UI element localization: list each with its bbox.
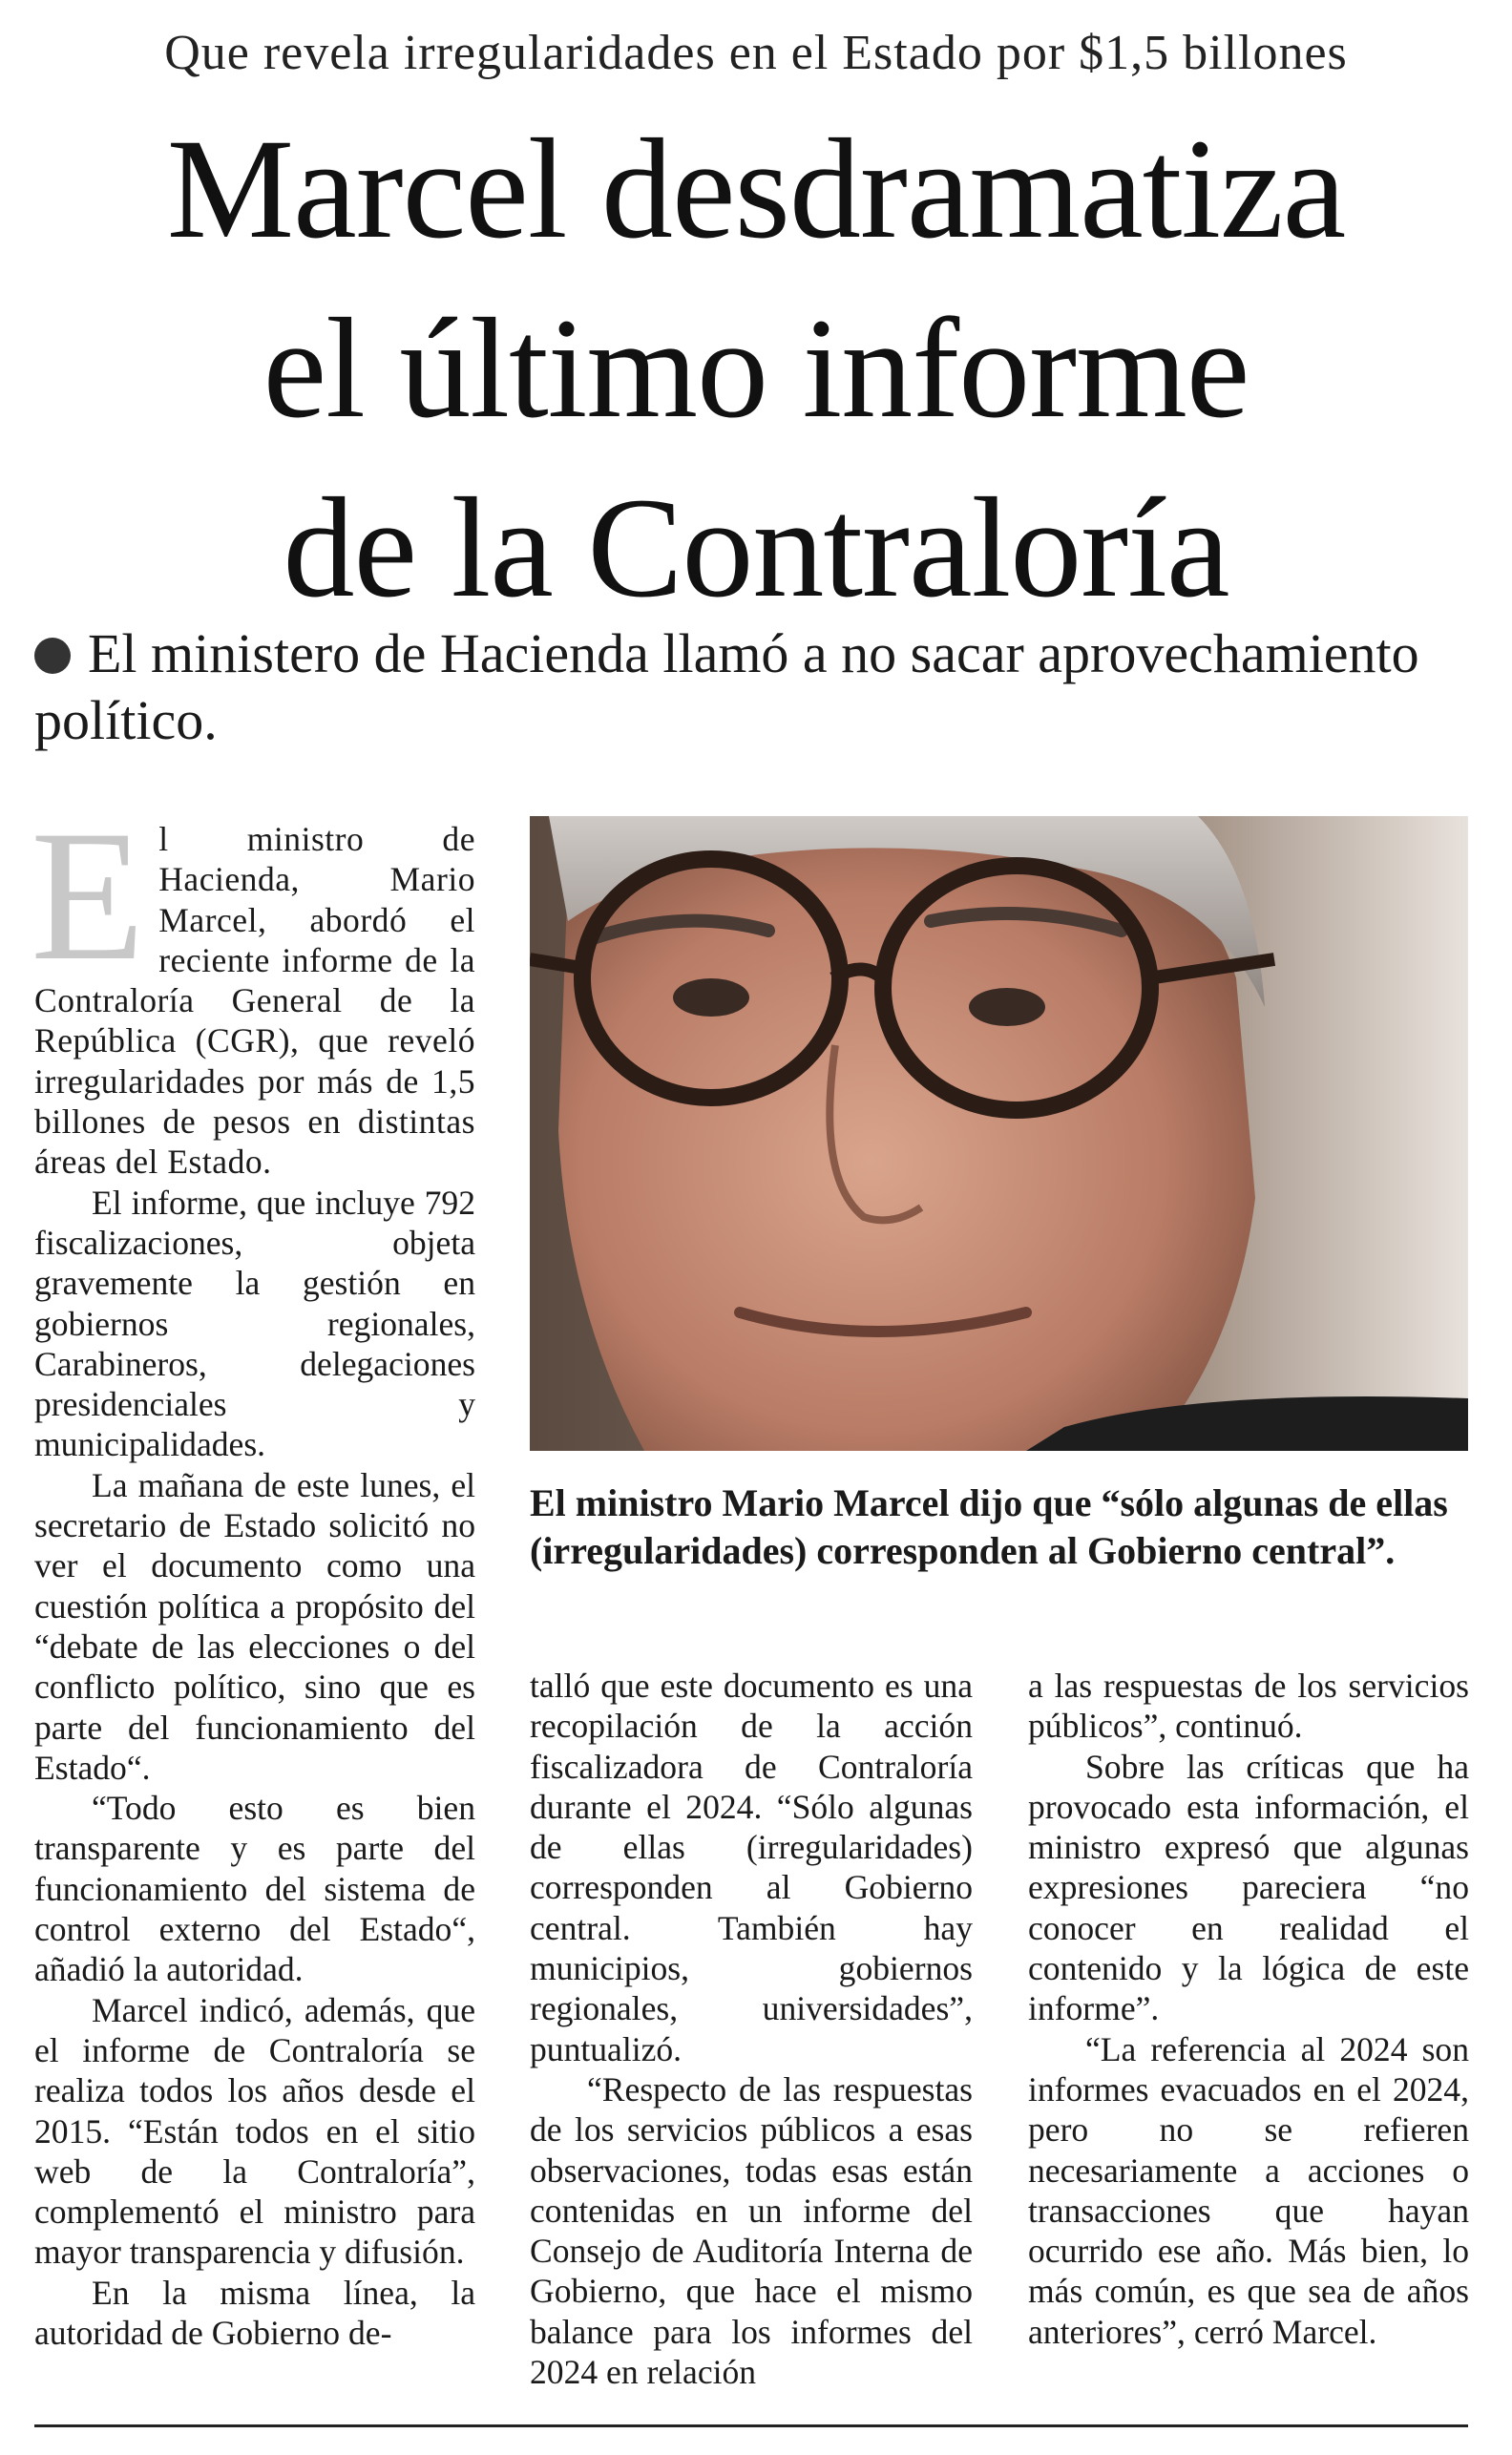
article-paragraph: La mañana de este lunes, el secretario de Estado solicitó no ver el documento como una cuestión política a propósito del “debate de las elecciones o del conflicto político, sino que es parte del funcionamiento del Estado“. (34, 1465, 475, 1787)
photo-caption: El ministro Mario Marcel dijo que “sólo algunas de ellas (irregularidades) corresponden al Gobierno central”. (530, 1481, 1448, 1572)
bullet-icon (34, 638, 71, 674)
bottom-divider (34, 2424, 1468, 2427)
article-paragraph: En la misma línea, la autoridad de Gobierno de- (34, 2273, 475, 2352)
article-paragraph: Sobre las críticas que ha provocado esta información, el ministro expresó que algunas expresiones pareciera “no conocer en realidad el contenido y la lógica de este informe”. (1028, 1747, 1469, 2028)
article-paragraph: “La referencia al 2024 son informes evacuados en el 2024, pero no se refieren necesariamente a acciones o transacciones que hayan ocurrido ese año. Más bien, lo más común, es que sea de años anteriores”, cerró Marcel. (1028, 2029, 1469, 2351)
headline (0, 99, 1512, 638)
portrait-photo (530, 816, 1468, 1451)
article-paragraph: El informe, que incluye 792 fiscalizaciones, objeta gravemente la gestión en gobiernos regionales, Carabineros, delegaciones presidenciales y municipalidades. (34, 1183, 475, 1464)
article-column-3 (1028, 1666, 1469, 2352)
article-paragraph (31, 792, 475, 1183)
article-paragraph: a las respuestas de los servicios públicos”, continuó. (1028, 1667, 1469, 1746)
drop-cap: E (31, 792, 146, 999)
headline-line-2: el último informe (262, 289, 1250, 448)
portrait-image (530, 816, 1468, 1451)
headline-line-1: Marcel desdramatiza (166, 110, 1346, 268)
article-paragraph: “Todo esto es bien transparente y es parte del funcionamiento del sistema de control externo del Estado“, añadió la autoridad. (34, 1789, 475, 1989)
headline-line-3: de la Contraloría (283, 469, 1229, 627)
lead-paragraph (34, 620, 1466, 754)
article-column-2 (530, 1666, 973, 2392)
article-column-1 (31, 792, 475, 2353)
lead-text: El ministero de Hacienda llamó a no sacar aprovechamiento político. (34, 622, 1419, 751)
article-paragraph: Marcel indicó, además, que el informe de Contraloría se realiza todos los años desde el 2015. “Están todos en el sitio web de la Contraloría”, complementó el ministro para mayor transparencia y difusión. (34, 1990, 475, 2272)
article-paragraph: “Respecto de las respuestas de los servicios públicos a esas observaciones, todas esas están contenidas en un informe del Consejo de Auditoría Interna de Gobierno, que hace el mismo balance para los informes del 2024 en relación (530, 2069, 973, 2392)
article-paragraph: talló que este documento es una recopilación de la acción fiscalizadora de Contraloría durante el 2024. “Sólo algunas de ellas (irregularidades) corresponden al Gobierno central. También hay municipios, gobiernos regionales, universidades”, puntualizó. (530, 1667, 973, 2068)
kicker: Que revela irregularidades en el Estado por $1,5 billones (164, 26, 1348, 80)
paragraph-text: l ministro de Hacienda, Mario Marcel, abordó el reciente informe de la Contraloría General de la República (CGR), que reveló irregularidades por más de 1,5 billones de pesos en distintas áreas del Estado. (34, 820, 475, 1182)
